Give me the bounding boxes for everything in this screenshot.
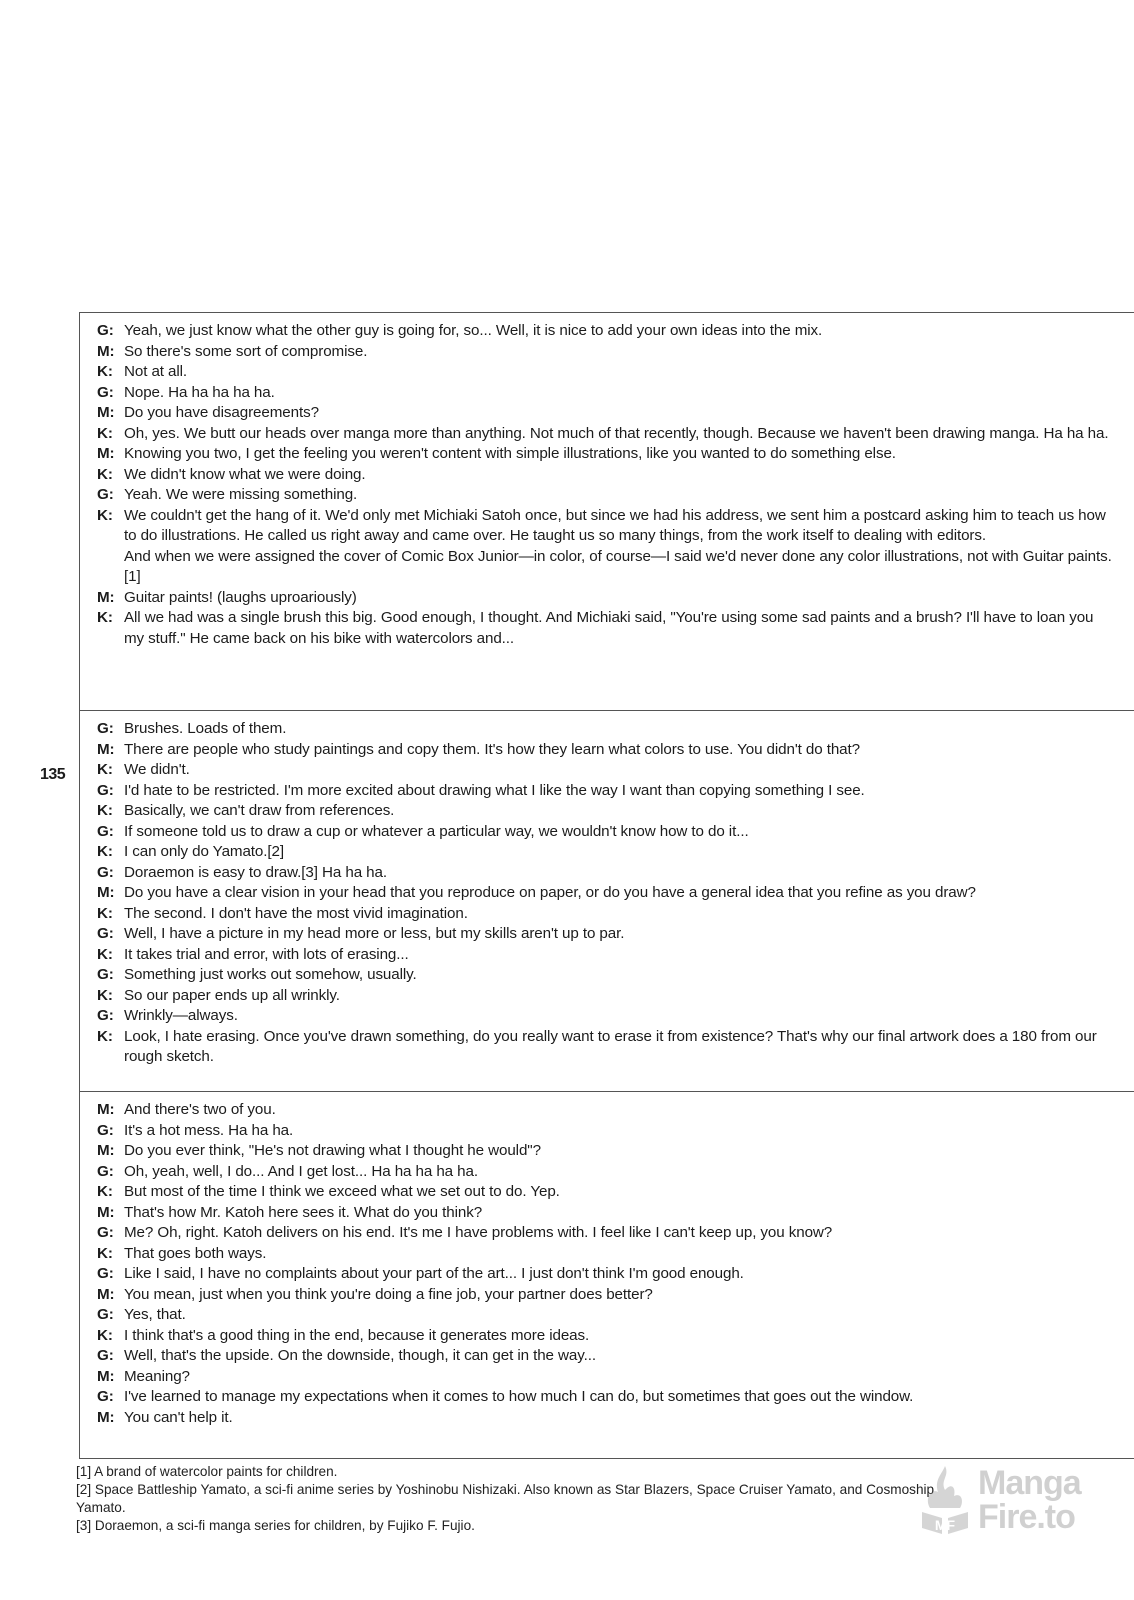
speaker-label: G:	[97, 863, 114, 881]
dialogue-text: It takes trial and error, with lots of erasing...	[124, 945, 409, 963]
speaker-label: K:	[97, 424, 113, 442]
dialogue-line	[97, 465, 1116, 486]
dialogue-line	[97, 403, 1116, 424]
dialogue-text: I'd hate to be restricted. I'm more excited about drawing what I like the way I want than copying something I see.	[124, 781, 865, 799]
dialogue-text: So there's some sort of compromise.	[124, 342, 368, 360]
dialogue-line	[97, 842, 1116, 863]
speaker-label: G:	[97, 1121, 114, 1139]
dialogue-line	[97, 986, 1116, 1007]
svg-text:MF: MF	[934, 1517, 956, 1533]
dialogue-text: Me? Oh, right. Katoh delivers on his end. It's me I have problems with. I feel like I can't keep up, you know?	[124, 1224, 833, 1241]
speaker-label: G:	[97, 1007, 114, 1024]
dialogue-line	[97, 485, 1116, 506]
speaker-label: G:	[97, 1347, 114, 1364]
dialogue-line	[97, 1006, 1116, 1027]
speaker-label: M:	[97, 1285, 115, 1303]
dialogue-text: We didn't.	[124, 761, 190, 778]
speaker-label: K:	[97, 1244, 113, 1262]
dialogue-text: Do you have a clear vision in your head that you reproduce on paper, or do you have a general idea that you refine as you draw?	[124, 884, 976, 901]
dialogue-line	[97, 1305, 1116, 1326]
speaker-label: K:	[97, 506, 113, 524]
dialogue-text: Well, I have a picture in my head more or less, but my skills aren't up to par.	[124, 925, 625, 942]
dialogue-line	[97, 1408, 1116, 1429]
speaker-label: G:	[97, 822, 114, 840]
dialogue-line	[97, 1182, 1116, 1203]
dialogue-text: You mean, just when you think you're doing a fine job, your partner does better?	[124, 1285, 653, 1303]
speaker-label: K:	[97, 843, 113, 860]
speaker-label: M:	[97, 1367, 115, 1385]
dialogue-line	[97, 1121, 1116, 1142]
dialogue-line	[97, 1223, 1116, 1244]
dialogue-text: Yes, that.	[124, 1306, 186, 1323]
speaker-label: M:	[97, 740, 115, 758]
speaker-label: K:	[97, 1027, 113, 1045]
dialogue-text: And when we were assigned the cover of Comic Box Junior—in color, of course—I said we'd never done any color illustrations, not with Guitar paints.[1]	[124, 547, 1112, 585]
dialogue-list	[97, 321, 1116, 649]
dialogue-text: It's a hot mess. Ha ha ha.	[124, 1121, 294, 1139]
dialogue-line	[97, 1367, 1116, 1388]
dialogue-text: That goes both ways.	[124, 1244, 267, 1262]
speaker-label: G:	[97, 720, 114, 737]
dialogue-line	[97, 924, 1116, 945]
interview-panel-3	[79, 1091, 1134, 1459]
dialogue-text: Oh, yes. We butt our heads over manga more than anything. Not much of that recently, though. Because we haven't been drawing manga. Ha ha ha.	[124, 424, 1109, 442]
footnote-3: [3] Doraemon, a sci-fi manga series for children, by Fujiko F. Fujio.	[76, 1518, 475, 1533]
speaker-label: G:	[97, 781, 114, 799]
dialogue-text: I've learned to manage my expectations when it comes to how much I can do, but sometimes that goes out the window.	[124, 1388, 914, 1405]
dialogue-line	[97, 760, 1116, 781]
dialogue-text: If someone told us to draw a cup or whatever a particular way, we wouldn't know how to do it...	[124, 822, 749, 840]
dialogue-text: I can only do Yamato.[2]	[124, 843, 284, 860]
dialogue-text: We didn't know what we were doing.	[124, 465, 366, 483]
speaker-label: K:	[97, 802, 113, 819]
dialogue-line	[97, 945, 1116, 966]
dialogue-text: We couldn't get the hang of it. We'd only met Michiaki Satoh once, but since we had his address, we sent him a postcard asking him to teach us how to do illustrations. He called us right away and came over. He taught us so many things, from the work itself to dealing with editors.	[124, 506, 1106, 544]
dialogue-line	[97, 1141, 1116, 1162]
mangafire-watermark	[912, 1462, 1112, 1542]
dialogue-line	[97, 740, 1116, 761]
dialogue-text: Knowing you two, I get the feeling you weren't content with simple illustrations, like you wanted to do something else.	[124, 445, 896, 462]
dialogue-text: All we had was a single brush this big. Good enough, I thought. And Michiaki said, "You're using some sad paints and a brush? I'll have to loan you my stuff." He came back on his bike with watercolors and...	[124, 609, 1094, 647]
dialogue-text: There are people who study paintings and copy them. It's how they learn what colors to use. You didn't do that?	[124, 740, 860, 758]
dialogue-text: Meaning?	[124, 1367, 190, 1385]
dialogue-text: You can't help it.	[124, 1408, 233, 1426]
dialogue-line	[97, 965, 1116, 986]
interview-panel-1	[79, 312, 1134, 710]
dialogue-line	[97, 883, 1116, 904]
dialogue-line	[97, 362, 1116, 383]
speaker-label: K:	[97, 986, 113, 1004]
dialogue-text: Brushes. Loads of them.	[124, 720, 287, 737]
footnote-1: [1] A brand of watercolor paints for children.	[76, 1464, 338, 1479]
dialogue-text: Yeah, we just know what the other guy is going for, so... Well, it is nice to add your own ideas into the mix.	[124, 322, 823, 339]
speaker-label: K:	[97, 465, 113, 483]
speaker-label: G:	[97, 1224, 114, 1241]
dialogue-text: Look, I hate erasing. Once you've drawn something, do you really want to erase it from existence? That's why our final artwork does a 180 from our rough sketch.	[124, 1027, 1097, 1065]
dialogue-text: And there's two of you.	[124, 1101, 276, 1118]
dialogue-line	[97, 342, 1116, 363]
speaker-label: K:	[97, 1326, 113, 1344]
dialogue-text: Something just works out somehow, usually.	[124, 966, 417, 983]
speaker-label: M:	[97, 445, 115, 462]
speaker-label: M:	[97, 1203, 115, 1221]
dialogue-line	[97, 1326, 1116, 1347]
dialogue-text: The second. I don't have the most vivid imagination.	[124, 904, 468, 922]
dialogue-line	[97, 904, 1116, 925]
dialogue-list	[97, 719, 1116, 1068]
dialogue-text: I think that's a good thing in the end, because it generates more ideas.	[124, 1326, 590, 1344]
dialogue-text: Doraemon is easy to draw.[3] Ha ha ha.	[124, 863, 387, 881]
speaker-label: G:	[97, 486, 114, 503]
dialogue-line	[97, 321, 1116, 342]
dialogue-line	[97, 1346, 1116, 1367]
dialogue-text: Oh, yeah, well, I do... And I get lost... Ha ha ha ha ha.	[124, 1162, 478, 1180]
dialogue-line	[97, 1162, 1116, 1183]
dialogue-line	[97, 1264, 1116, 1285]
dialogue-line	[97, 1203, 1116, 1224]
speaker-label: K:	[97, 904, 113, 922]
dialogue-text: Basically, we can't draw from references.	[124, 802, 395, 819]
speaker-label: G:	[97, 1306, 114, 1323]
dialogue-line	[97, 588, 1116, 609]
dialogue-line	[97, 608, 1116, 649]
dialogue-line	[97, 444, 1116, 465]
speaker-label: K:	[97, 609, 113, 626]
speaker-label: K:	[97, 945, 113, 963]
speaker-label: G:	[97, 966, 114, 983]
dialogue-text: Not at all.	[124, 363, 188, 380]
speaker-label: M:	[97, 1142, 115, 1159]
dialogue-text: Do you have disagreements?	[124, 404, 319, 421]
speaker-label: M:	[97, 404, 115, 421]
speaker-label: K:	[97, 363, 113, 380]
dialogue-text: Like I said, I have no complaints about your part of the art... I just don't think I'm good enough.	[124, 1265, 744, 1282]
dialogue-text: But most of the time I think we exceed what we set out to do. Yep.	[124, 1183, 560, 1200]
dialogue-text: Wrinkly—always.	[124, 1007, 238, 1024]
footnotes	[76, 1463, 936, 1535]
dialogue-line	[97, 1100, 1116, 1121]
dialogue-list	[97, 1100, 1116, 1428]
speaker-label: G:	[97, 322, 114, 339]
dialogue-text: Well, that's the upside. On the downside, though, it can get in the way...	[124, 1347, 596, 1364]
dialogue-text: Do you ever think, "He's not drawing what I thought he would"?	[124, 1142, 541, 1159]
mangafire-logo-icon	[912, 1462, 978, 1536]
dialogue-line	[97, 547, 1116, 588]
dialogue-text: That's how Mr. Katoh here sees it. What do you think?	[124, 1203, 483, 1221]
speaker-label: M:	[97, 884, 115, 901]
dialogue-line	[97, 1244, 1116, 1265]
watermark-line1: Manga	[978, 1464, 1081, 1502]
speaker-label: M:	[97, 1101, 115, 1118]
dialogue-text: Guitar paints! (laughs uproariously)	[124, 588, 357, 606]
dialogue-line	[97, 719, 1116, 740]
dialogue-text: So our paper ends up all wrinkly.	[124, 986, 340, 1004]
speaker-label: M:	[97, 342, 115, 360]
dialogue-line	[97, 383, 1116, 404]
footnote-2: [2] Space Battleship Yamato, a sci-fi anime series by Yoshinobu Nishizaki. Also known as Star Blazers, Space Cruiser Yamato, and Cosmoship Yamato.	[76, 1482, 935, 1515]
watermark-line2: Fire.to	[978, 1498, 1075, 1536]
dialogue-line	[97, 506, 1116, 547]
dialogue-line	[97, 822, 1116, 843]
dialogue-line	[97, 1387, 1116, 1408]
speaker-label: G:	[97, 925, 114, 942]
speaker-label: G:	[97, 1162, 114, 1180]
speaker-label: G:	[97, 1265, 114, 1282]
dialogue-line	[97, 801, 1116, 822]
dialogue-text: Yeah. We were missing something.	[124, 486, 358, 503]
speaker-label: M:	[97, 588, 115, 606]
dialogue-text: Nope. Ha ha ha ha ha.	[124, 383, 275, 401]
dialogue-line	[97, 781, 1116, 802]
speaker-label: G:	[97, 1388, 114, 1405]
interview-panel-2	[79, 710, 1134, 1091]
page-number: 135	[40, 766, 66, 783]
dialogue-line	[97, 1285, 1116, 1306]
speaker-label: G:	[97, 383, 114, 401]
dialogue-line	[97, 424, 1116, 445]
speaker-label: M:	[97, 1408, 115, 1426]
dialogue-line	[97, 863, 1116, 884]
speaker-label: K:	[97, 1183, 113, 1200]
dialogue-line	[97, 1027, 1116, 1068]
speaker-label: K:	[97, 761, 113, 778]
